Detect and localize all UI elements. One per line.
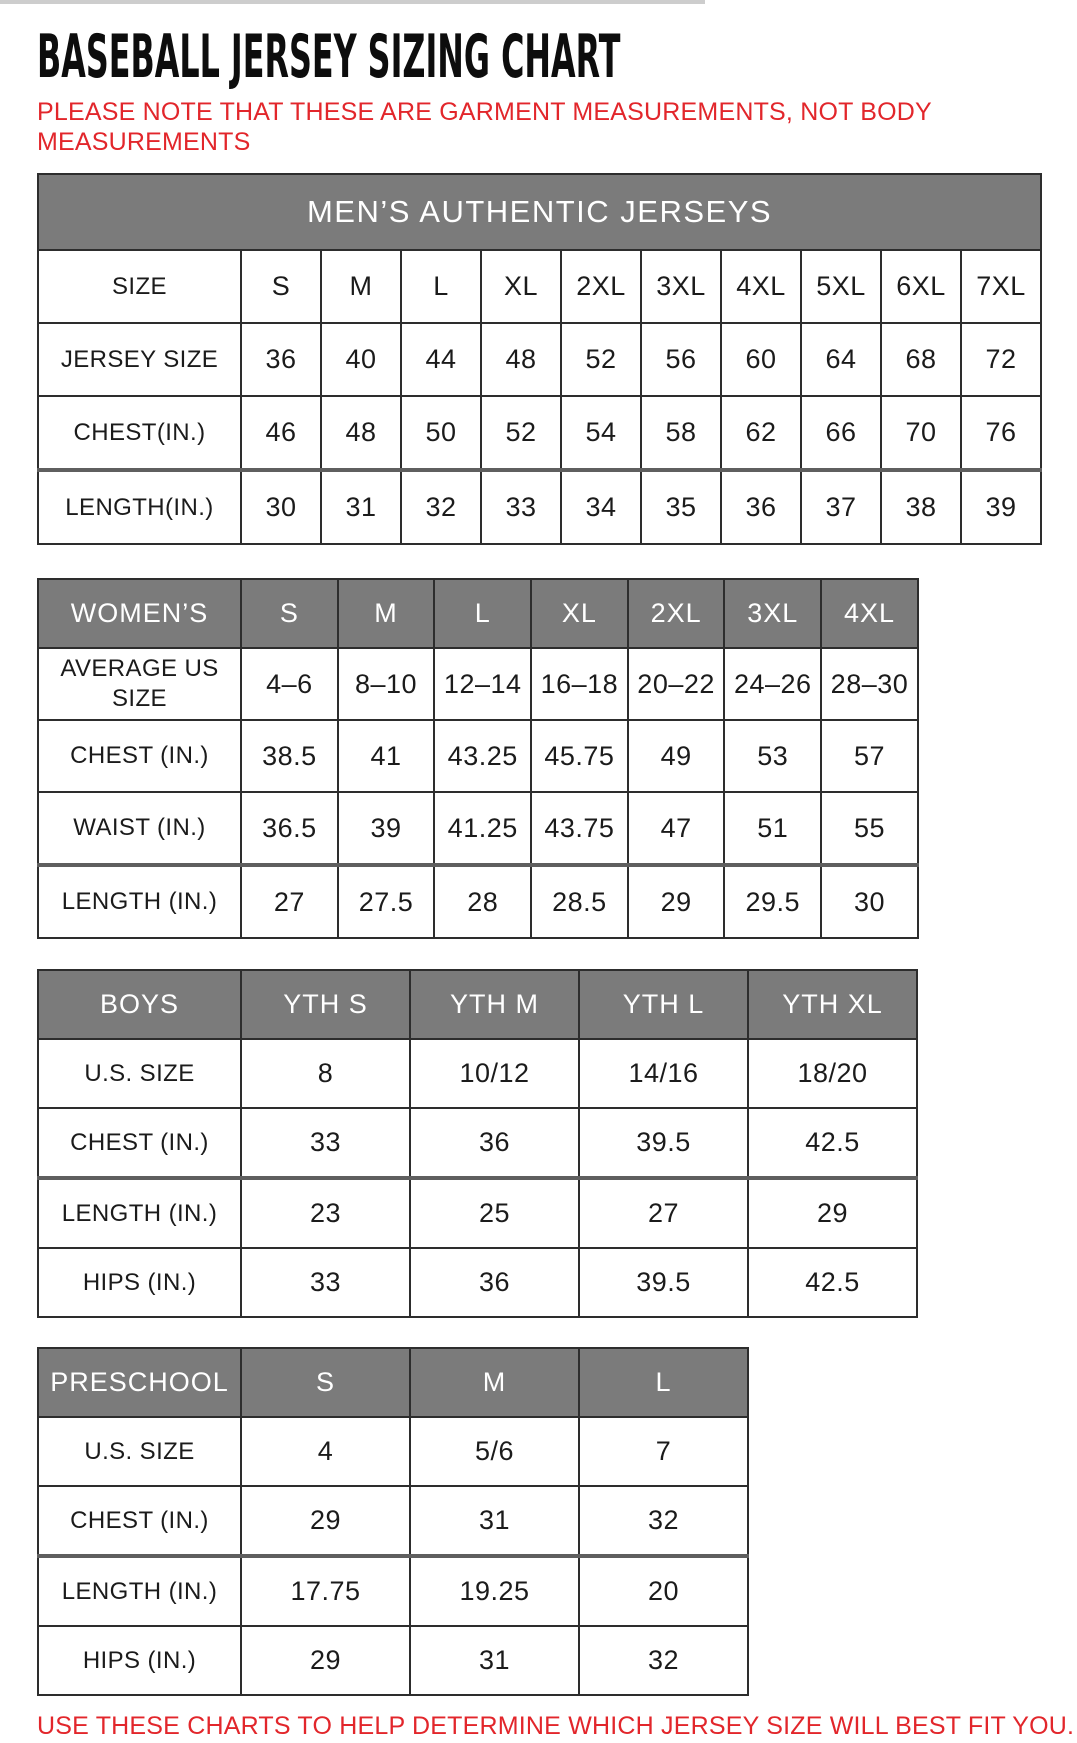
page-top-strip (0, 0, 705, 4)
preschool-value-cell: 31 (410, 1486, 579, 1556)
boys-value-cell: 23 (241, 1178, 410, 1248)
mens-value-cell: 52 (561, 323, 641, 396)
boys-header-cell: YTH XL (748, 970, 917, 1039)
womens-value-cell: 29.5 (724, 865, 821, 938)
mens-value-cell: 7XL (961, 250, 1041, 323)
boys-row (38, 1248, 917, 1317)
womens-value-cell: 55 (821, 792, 918, 865)
mens-value-cell: 44 (401, 323, 481, 396)
mens-value-cell: 48 (321, 396, 401, 470)
boys-value-cell: 33 (241, 1248, 410, 1317)
mens-value-cell: 76 (961, 396, 1041, 470)
boys-value-cell: 29 (748, 1178, 917, 1248)
womens-row-label: LENGTH (IN.) (38, 865, 241, 938)
boys-row (38, 1039, 917, 1108)
womens-value-cell: 38.5 (241, 720, 338, 792)
mens-value-cell: 58 (641, 396, 721, 470)
womens-value-cell: 12–14 (434, 648, 531, 720)
womens-row (38, 865, 918, 938)
womens-value-cell: 4–6 (241, 648, 338, 720)
boys-value-cell: 39.5 (579, 1108, 748, 1178)
mens-value-cell: 3XL (641, 250, 721, 323)
mens-value-cell: 35 (641, 470, 721, 544)
mens-value-cell: 5XL (801, 250, 881, 323)
mens-value-cell: 2XL (561, 250, 641, 323)
mens-value-cell: 31 (321, 470, 401, 544)
womens-value-cell: 43.75 (531, 792, 628, 865)
boys-row-label: U.S. SIZE (38, 1039, 241, 1108)
mens-row (38, 250, 1041, 323)
preschool-row-label: LENGTH (IN.) (38, 1556, 241, 1626)
womens-row (38, 792, 918, 865)
preschool-header-row (38, 1348, 748, 1417)
boys-row-label: CHEST (IN.) (38, 1108, 241, 1178)
preschool-value-cell: 20 (579, 1556, 748, 1626)
mens-row (38, 323, 1041, 396)
boys-header-cell: YTH L (579, 970, 748, 1039)
womens-value-cell: 36.5 (241, 792, 338, 865)
boys-value-cell: 33 (241, 1108, 410, 1178)
womens-header-row (38, 579, 918, 648)
boys-value-cell: 8 (241, 1039, 410, 1108)
boys-row-label: LENGTH (IN.) (38, 1178, 241, 1248)
boys-header-cell: YTH S (241, 970, 410, 1039)
womens-header-cell: XL (531, 579, 628, 648)
womens-value-cell: 8–10 (338, 648, 435, 720)
mens-value-cell: 4XL (721, 250, 801, 323)
preschool-row (38, 1556, 748, 1626)
mens-value-cell: 52 (481, 396, 561, 470)
mens-row (38, 396, 1041, 470)
mens-value-cell: 70 (881, 396, 961, 470)
preschool-value-cell: 32 (579, 1486, 748, 1556)
womens-value-cell: 27 (241, 865, 338, 938)
womens-size-table (37, 578, 919, 939)
womens-value-cell: 39 (338, 792, 435, 865)
mens-value-cell: 60 (721, 323, 801, 396)
womens-value-cell: 47 (628, 792, 725, 865)
preschool-row (38, 1626, 748, 1695)
womens-value-cell: 28.5 (531, 865, 628, 938)
boys-row (38, 1108, 917, 1178)
boys-row-label: HIPS (IN.) (38, 1248, 241, 1317)
womens-value-cell: 43.25 (434, 720, 531, 792)
womens-value-cell: 57 (821, 720, 918, 792)
mens-value-cell: 54 (561, 396, 641, 470)
womens-value-cell: 20–22 (628, 648, 725, 720)
mens-banner-row (38, 174, 1041, 250)
preschool-row (38, 1417, 748, 1486)
mens-value-cell: 50 (401, 396, 481, 470)
mens-value-cell: 66 (801, 396, 881, 470)
womens-header-cell: 2XL (628, 579, 725, 648)
womens-value-cell: 49 (628, 720, 725, 792)
preschool-value-cell: 32 (579, 1626, 748, 1695)
preschool-header-cell: S (241, 1348, 410, 1417)
womens-value-cell: 16–18 (531, 648, 628, 720)
womens-header-cell: 3XL (724, 579, 821, 648)
preschool-row (38, 1486, 748, 1556)
mens-value-cell: 36 (721, 470, 801, 544)
boys-value-cell: 39.5 (579, 1248, 748, 1317)
mens-value-cell: 34 (561, 470, 641, 544)
boys-value-cell: 42.5 (748, 1108, 917, 1178)
womens-value-cell: 45.75 (531, 720, 628, 792)
mens-row (38, 470, 1041, 544)
boys-value-cell: 10/12 (410, 1039, 579, 1108)
womens-value-cell: 41 (338, 720, 435, 792)
mens-row-label: CHEST(IN.) (38, 396, 241, 470)
preschool-row-label: HIPS (IN.) (38, 1626, 241, 1695)
womens-header-cell: L (434, 579, 531, 648)
preschool-header-cell: M (410, 1348, 579, 1417)
preschool-value-cell: 5/6 (410, 1417, 579, 1486)
mens-value-cell: 30 (241, 470, 321, 544)
garment-measurement-note (37, 97, 977, 157)
mens-value-cell: 33 (481, 470, 561, 544)
preschool-header-cell: L (579, 1348, 748, 1417)
preschool-size-table (37, 1347, 749, 1696)
womens-row (38, 720, 918, 792)
boys-header-label: BOYS (38, 970, 241, 1039)
mens-value-cell: 6XL (881, 250, 961, 323)
womens-value-cell: 27.5 (338, 865, 435, 938)
womens-value-cell: 24–26 (724, 648, 821, 720)
mens-value-cell: 48 (481, 323, 561, 396)
womens-row-label: CHEST (IN.) (38, 720, 241, 792)
womens-value-cell: 29 (628, 865, 725, 938)
womens-header-cell: 4XL (821, 579, 918, 648)
mens-value-cell: 68 (881, 323, 961, 396)
preschool-value-cell: 17.75 (241, 1556, 410, 1626)
preschool-value-cell: 31 (410, 1626, 579, 1695)
boys-value-cell: 36 (410, 1108, 579, 1178)
mens-value-cell: 72 (961, 323, 1041, 396)
mens-value-cell: 36 (241, 323, 321, 396)
mens-value-cell: 62 (721, 396, 801, 470)
mens-value-cell: M (321, 250, 401, 323)
mens-value-cell: S (241, 250, 321, 323)
boys-value-cell: 36 (410, 1248, 579, 1317)
boys-value-cell: 27 (579, 1178, 748, 1248)
mens-value-cell: 38 (881, 470, 961, 544)
mens-value-cell: L (401, 250, 481, 323)
preschool-row-label: CHEST (IN.) (38, 1486, 241, 1556)
note-line-1: PLEASE NOTE THAT THESE ARE GARMENT MEASUREMENTS, NOT BODY (37, 98, 932, 127)
preschool-value-cell: 29 (241, 1626, 410, 1695)
mens-value-cell: 37 (801, 470, 881, 544)
note-line-2: MEASUREMENTS (37, 128, 251, 157)
mens-row-label: LENGTH(IN.) (38, 470, 241, 544)
preschool-value-cell: 29 (241, 1486, 410, 1556)
preschool-value-cell: 4 (241, 1417, 410, 1486)
boys-row (38, 1178, 917, 1248)
womens-row (38, 648, 918, 720)
womens-header-label: WOMEN’S (38, 579, 241, 648)
womens-row-label: AVERAGE US SIZE (38, 648, 241, 720)
womens-value-cell: 28–30 (821, 648, 918, 720)
mens-row-label: JERSEY SIZE (38, 323, 241, 396)
preschool-value-cell: 7 (579, 1417, 748, 1486)
womens-value-cell: 53 (724, 720, 821, 792)
mens-size-table (37, 173, 1042, 545)
boys-value-cell: 14/16 (579, 1039, 748, 1108)
womens-value-cell: 41.25 (434, 792, 531, 865)
womens-row-label: WAIST (IN.) (38, 792, 241, 865)
mens-value-cell: 32 (401, 470, 481, 544)
womens-header-cell: M (338, 579, 435, 648)
mens-value-cell: XL (481, 250, 561, 323)
mens-value-cell: 64 (801, 323, 881, 396)
boys-value-cell: 42.5 (748, 1248, 917, 1317)
boys-header-row (38, 970, 917, 1039)
mens-value-cell: 46 (241, 396, 321, 470)
boys-value-cell: 18/20 (748, 1039, 917, 1108)
boys-size-table (37, 969, 918, 1318)
boys-header-cell: YTH M (410, 970, 579, 1039)
fit-advice-footer: USE THESE CHARTS TO HELP DETERMINE WHICH JERSEY SIZE WILL BEST FIT YOU. (37, 1712, 1075, 1741)
mens-row-label: SIZE (38, 250, 241, 323)
mens-value-cell: 40 (321, 323, 401, 396)
mens-value-cell: 56 (641, 323, 721, 396)
preschool-header-label: PRESCHOOL (38, 1348, 241, 1417)
page-title: BASEBALL JERSEY SIZING CHART (37, 22, 621, 92)
womens-header-cell: S (241, 579, 338, 648)
womens-value-cell: 28 (434, 865, 531, 938)
preschool-value-cell: 19.25 (410, 1556, 579, 1626)
preschool-row-label: U.S. SIZE (38, 1417, 241, 1486)
mens-value-cell: 39 (961, 470, 1041, 544)
boys-value-cell: 25 (410, 1178, 579, 1248)
womens-value-cell: 51 (724, 792, 821, 865)
womens-value-cell: 30 (821, 865, 918, 938)
mens-banner: MEN’S AUTHENTIC JERSEYS (38, 174, 1041, 250)
